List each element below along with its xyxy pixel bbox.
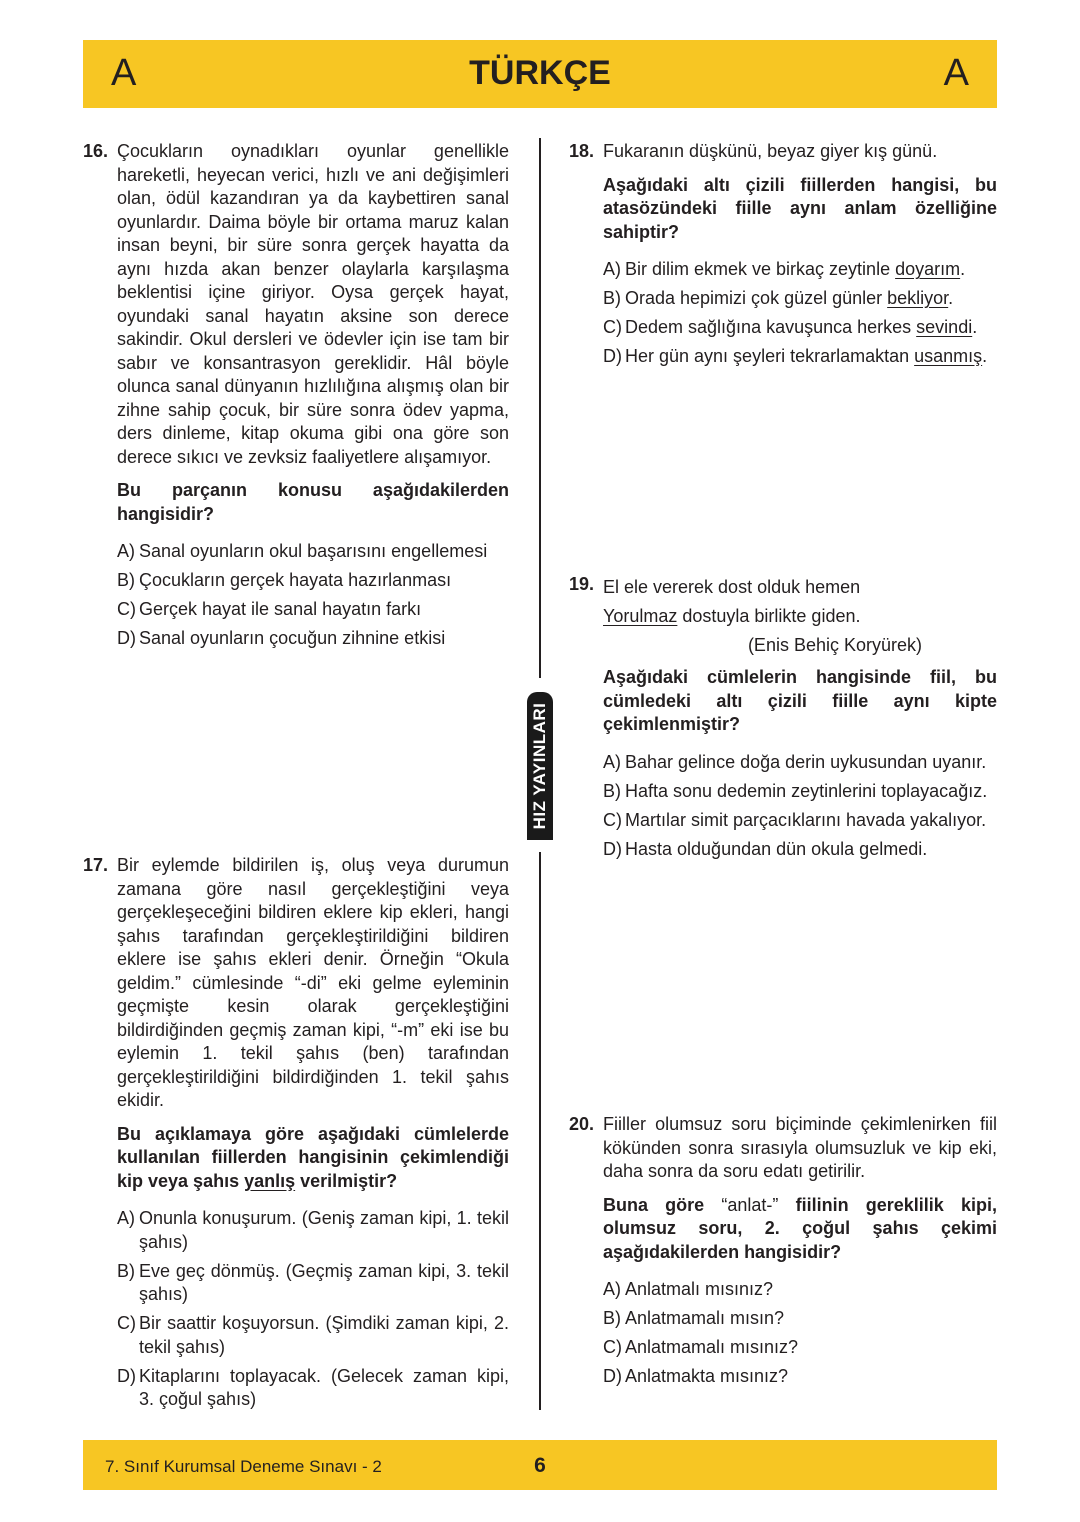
option-c[interactable]: C) Gerçek hayat ile sanal hayatın farkı bbox=[117, 599, 422, 619]
question-prompt: Bu açıklamaya göre aşağıdaki cümlelerde kullanılan fiillerden hangisinin çekimlendiği kip veya şahıs yanlış verilmiştir? bbox=[117, 1123, 509, 1191]
option-c[interactable]: C) Dedem sağlığına kavuşunca herkes sevindi. bbox=[603, 317, 978, 337]
question-17: 17. Bir eylemde bildirilen iş, oluş veya durumun zamana göre nasıl gerçekleştiğini veya gerçekleşeceğini bildiren eklere kip ekleri, hangi şahıs tarafından gerçekleştirildiğini bildiren eklere ise şahıs ekleri denir. Örneğin “Okula geldim.” cümlesinde “-di” eki gelme eyleminin geçmişte kesin olarak gerçekleştiğini bildirdiğinden geçmiş zaman kipi, “-m” eki ise bu eylemin 1. tekil şahıs (ben) tarafından gerçekleştirildiğini bildirdiğinden 1. tekil şahıs ekidir. Bu açıklamaya göre aşağıdaki cümlelerde kullanılan fiillerden hangisinin çekimlendiği kip veya şahıs yanlış verilmiştir? A) Onunla konuşurum. (Geniş zaman kipi, 1. tekil şahıs) B) Eve geç dönmüş. (Geçmiş zaman kipi, 3. tekil şahıs) C) Bir saattir koşuyorsun. (Şimdiki zaman kipi, 2. tekil şahıs) D) Kitaplarını toplayacak. (Gelecek zaman kipi, 3. çoğul şahıs) bbox=[83, 854, 509, 1417]
option-b[interactable]: B) Hafta sonu dedemin zeytinlerini toplayacağız. bbox=[603, 780, 988, 801]
question-20: 20. Fiiller olumsuz soru biçiminde çekimlenirken fiil kökünden sonra sırasıyla olumsuzluk ve kip eki, daha sonra da soru edatı getirilir. Buna göre “anlat-” fiilinin gereklilik kipi, olumsuz soru, 2. çoğul şahıs çekimi aşağıdakilerden hangisidir? A) Anlatmalı mısınız? B) Anlatmamalı mısın? C) Anlatmamalı mısınız? D) Anlatmakta mısınız? bbox=[569, 1113, 997, 1394]
booklet-type-right: A bbox=[943, 52, 969, 94]
question-19: 19. El ele vererek dost olduk hemen Yorulmaz dostuyla birlikte giden. (Enis Behiç Koryürek) Aşağıdaki cümlelerin hangisinde fiil, bu cümledeki altı çizili fiille aynı kipte çekimlenmiştir? A) Bahar gelince doğa derin uykusundan uyanır. B) Hafta sonu dedemin zeytinlerini toplayacağız. C) Martılar simit parçacıklarını havada yakalıyor. D) Hasta olduğundan dün okula gelmedi. bbox=[569, 573, 997, 867]
option-a[interactable]: A) Onunla konuşurum. (Geniş zaman kipi, 1. tekil şahıs) bbox=[117, 1208, 509, 1252]
booklet-type-left: A bbox=[111, 52, 137, 94]
option-a[interactable]: A) Anlatmalı mısınız? bbox=[603, 1279, 774, 1299]
option-c[interactable]: C) Bir saattir koşuyorsun. (Şimdiki zaman kipi, 2. tekil şahıs) bbox=[117, 1313, 509, 1357]
option-d[interactable]: D) Hasta olduğundan dün okula gelmedi. bbox=[603, 838, 928, 859]
option-b[interactable]: B) Anlatmamalı mısın? bbox=[603, 1308, 785, 1328]
question-prompt: Buna göre “anlat-” fiilinin gereklilik kipi, olumsuz soru, 2. çoğul şahıs çekimi aşağıdakilerden hangisidir? bbox=[603, 1194, 997, 1262]
question-prompt: Aşağıdaki altı çizili fiillerden hangisi, bu atasözündeki fiille aynı anlam özelliğine sahiptir? bbox=[603, 174, 997, 242]
publisher-logo: HIZ YAYINLARI bbox=[527, 692, 553, 840]
question-passage: Bir eylemde bildirilen iş, oluş veya durumun zamana göre nasıl gerçekleştiğini veya gerçekleşeceğini bildiren eklere kip ekleri, hangi şahıs tarafından gerçekleştirildiğini bildiren eklere ise şahıs ekleri denir. Örneğin “Okula geldim.” cümlesinde “-di” eki gelme eyleminin geçmişte kesin olarak gerçekleştiğini bildirdiğinden geçmiş zaman kipi, “-m” eki ise bu eylemin 1. tekil şahıs (ben) tarafından gerçekleştirildiğini bildirdiğinden 1. tekil şahıs ekidir. bbox=[117, 855, 509, 1110]
question-16: 16. Çocukların oynadıkları oyunlar genellikle hareketli, heyecan verici, hızlı ve ani değişimleri olan, ödül kazandıran ya da kaybettiren sanal oyunlardır. Daima böyle bir ortama maruz kalan insan beyni, bir süre sonra gerçek hayatta da aynı hızda akan benzer olaylarla karşılaşma beklentisi içine giriyor. Oysa gerçek hayat, oyundaki sanal hayatın aksine son derece sakindir. Okul dersleri ve ödevler için ise tam bir sabır ve konsantrasyon gereklidir. Hâl böyle olunca sanal dünyanın hızlılığına alışmış olan bir zihne sahip çocuk, bir süre sonra ödev yapma, ders dinleme, kitap okuma gibi ona göre son derece sıkıcı ve zevksiz faaliyetlere alışamıyor. Bu parçanın konusu aşağıdakilerden hangisidir? A) Sanal oyunların okul başarısını engellemesi B) Çocukların gerçek hayata hazırlanması C) Gerçek hayat ile sanal hayatın farkı D) Sanal oyunların çocuğun zihnine etkisi bbox=[83, 140, 509, 656]
column-divider bbox=[539, 852, 541, 1410]
option-b[interactable]: B) Çocukların gerçek hayata hazırlanması bbox=[117, 570, 452, 590]
column-divider bbox=[539, 138, 541, 678]
option-d[interactable]: D) Anlatmakta mısınız? bbox=[603, 1366, 789, 1386]
option-b[interactable]: B) Orada hepimizi çok güzel günler bekliyor. bbox=[603, 288, 954, 308]
poem-line-1: El ele vererek dost olduk hemen bbox=[603, 577, 861, 597]
question-passage: Çocukların oynadıkları oyunlar genellikle hareketli, heyecan verici, hızlı ve ani değişimleri olan, ödül kazandıran ya da kaybettiren sanal oyunlardır. Daima böyle bir ortama maruz kalan insan beyni, bir süre sonra gerçek hayatta da aynı hızda akan benzer olaylarla karşılaşma beklentisi içine giriyor. Oysa gerçek hayat, oyundaki sanal hayatın aksine son derece sakindir. Okul dersleri ve ödevler için ise tam bir sabır ve konsantrasyon gereklidir. Hâl böyle olunca sanal dünyanın hızlılığına alışmış olan bir zihne sahip çocuk, bir süre sonra ödev yapma, ders dinleme, kitap okuma gibi ona göre son derece sıkıcı ve zevksiz faaliyetlere alışamıyor. bbox=[117, 141, 509, 467]
question-18: 18. Fukaranın düşkünü, beyaz giyer kış günü. Aşağıdaki altı çizili fiillerden hangisi, bu atasözündeki fiille aynı anlam özelliğine sahiptir? A) Bir dilim ekmek ve birkaç zeytinle doyarım. B) Orada hepimizi çok güzel günler bekliyor. C) Dedem sağlığına kavuşunca herkes sevindi. D) Her gün aynı şeyleri tekrarlamaktan usanmış. bbox=[569, 140, 997, 374]
option-b[interactable]: B) Eve geç dönmüş. (Geçmiş zaman kipi, 3. tekil şahıs) bbox=[117, 1260, 509, 1304]
question-prompt: Aşağıdaki cümlelerin hangisinde fiil, bu cümledeki altı çizili fiille aynı kipte çekimlenmiştir? bbox=[603, 667, 997, 734]
poem-author: (Enis Behiç Koryürek) bbox=[747, 635, 922, 655]
option-d[interactable]: D) Kitaplarını toplayacak. (Gelecek zaman kipi, 3. çoğul şahıs) bbox=[117, 1365, 509, 1409]
option-c[interactable]: C) Anlatmamalı mısınız? bbox=[603, 1337, 799, 1357]
footer-bar bbox=[83, 1440, 997, 1490]
header-bar bbox=[83, 40, 997, 108]
option-a[interactable]: A) Bahar gelince doğa derin uykusundan uyanır. bbox=[603, 751, 987, 772]
proverb: Fukaranın düşkünü, beyaz giyer kış günü. bbox=[603, 141, 938, 161]
option-a[interactable]: A) Bir dilim ekmek ve birkaç zeytinle doyarım. bbox=[603, 259, 966, 279]
question-prompt: Bu parçanın konusu aşağıdakilerden hangisidir? bbox=[117, 480, 509, 524]
page-title: TÜRKÇE bbox=[469, 54, 611, 92]
question-passage: Fiiller olumsuz soru biçiminde çekimlenirken fiil kökünden sonra sırasıyla olumsuzluk ve kip eki, daha sonra da soru edatı getirilir. bbox=[603, 1114, 997, 1181]
page-number: 6 bbox=[534, 1454, 546, 1477]
option-d[interactable]: D) Sanal oyunların çocuğun zihnine etkisi bbox=[117, 628, 446, 648]
option-c[interactable]: C) Martılar simit parçacıklarını havada yakalıyor. bbox=[603, 809, 987, 830]
exam-name: 7. Sınıf Kurumsal Deneme Sınavı - 2 bbox=[105, 1457, 382, 1476]
option-a[interactable]: A) Sanal oyunların okul başarısını engellemesi bbox=[117, 541, 488, 561]
option-d[interactable]: D) Her gün aynı şeyleri tekrarlamaktan usanmış. bbox=[603, 346, 988, 366]
poem-line-2: Yorulmaz dostuyla birlikte giden. bbox=[603, 606, 861, 626]
